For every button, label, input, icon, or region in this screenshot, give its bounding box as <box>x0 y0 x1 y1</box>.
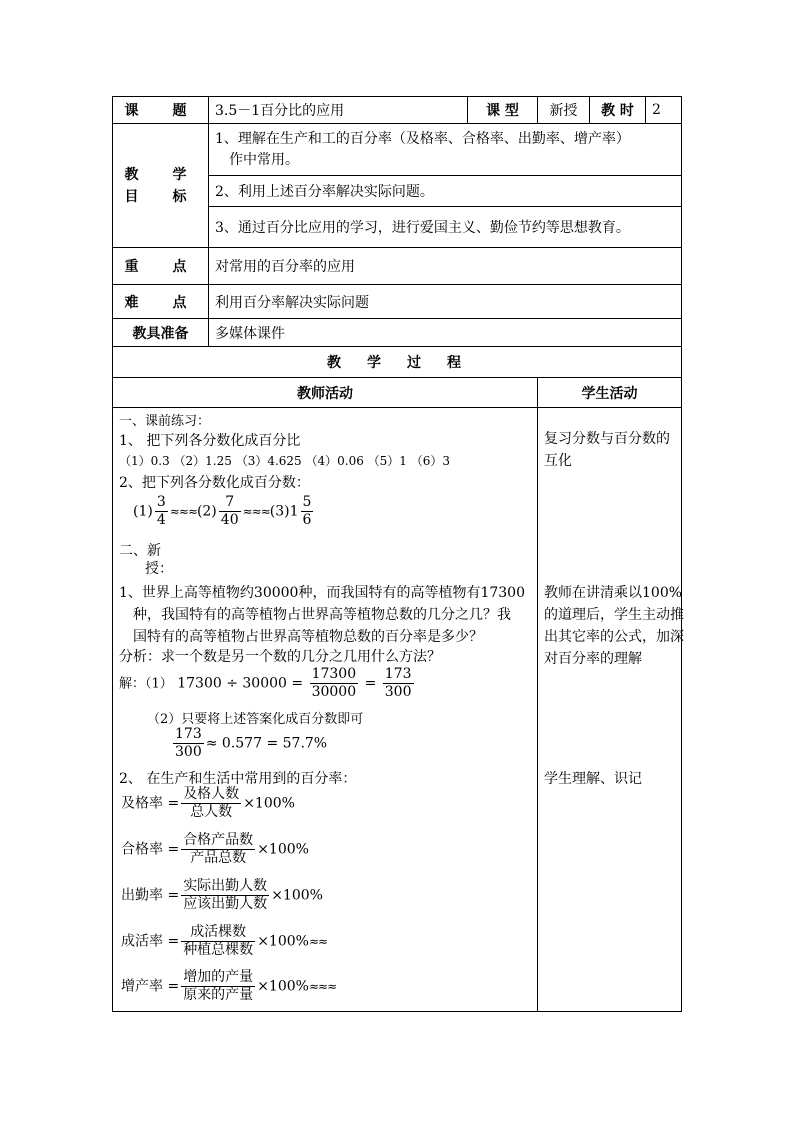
student-note-2-line4: 对百分率的理解 <box>544 651 642 667</box>
goal-1-line2: 作中常用。 <box>229 151 299 168</box>
difficulty-label: 难 点 <box>113 285 209 319</box>
hours-label: 教 时 <box>590 97 646 124</box>
rate-formula-attendance <box>121 878 323 913</box>
solution-den-1: 30000 <box>311 684 357 700</box>
rate-den: 产品总数 <box>190 850 247 866</box>
teacher-activity <box>119 408 531 1011</box>
rate-num: 及格人数 <box>183 786 240 802</box>
fraction-1-den: 4 <box>156 512 166 528</box>
goals-label <box>113 124 209 248</box>
rate-formula-pass <box>121 786 295 821</box>
fraction-3-num: 5 <box>302 494 312 510</box>
student-note-2-line3: 出其它率的公式，加深 <box>544 629 684 645</box>
wave-mark: ≈≈≈ <box>242 504 270 519</box>
goal-1 <box>209 124 682 176</box>
teacher-activity-cell <box>113 408 538 1012</box>
lesson-plan <box>112 96 684 1012</box>
wave-mark: ≈≈≈ <box>308 979 337 994</box>
topic-value: 3.5－1百分比的应用 <box>209 97 468 124</box>
student-note-3: 学生理解、识记 <box>544 771 642 787</box>
rate-name: 增产率 = <box>121 978 180 995</box>
student-note-1-line1: 复习分数与百分数的 <box>544 431 670 447</box>
question-1-items: （1）0.3 （2）1.25 （3）4.625 （4）0.06 （5）1 （6）3 <box>119 454 451 468</box>
rate-tail: ×100% <box>271 887 323 904</box>
goals-label-line2: 目 标 <box>124 188 197 205</box>
lesson-plan-table <box>112 96 682 1012</box>
rate-num: 增加的产量 <box>183 969 254 985</box>
fraction-3-prefix: (3)1 <box>269 503 299 520</box>
hours-value: 2 <box>646 97 682 124</box>
rate-den: 原来的产量 <box>183 987 254 1003</box>
rate-den: 总人数 <box>190 804 233 820</box>
rate-den: 应该出勤人数 <box>183 896 268 912</box>
student-activity-cell <box>538 408 682 1012</box>
fraction-3-den: 6 <box>302 512 312 528</box>
rate-formula-qualified <box>121 832 309 867</box>
question-1: 1、 把下列各分数化成百分比 <box>119 433 301 449</box>
pre-exercise-heading: 一、课前练习： <box>119 414 211 429</box>
problem-1-line1: 1、世界上高等植物约30000种，而我国特有的高等植物有17300 <box>119 585 525 601</box>
rate-formula-growth <box>121 969 336 1004</box>
rate-name: 出勤率 = <box>121 887 180 904</box>
rate-fraction <box>181 786 241 821</box>
new-lesson-heading-2: 授： <box>145 561 173 577</box>
goals-label-line1: 教 学 <box>124 166 197 183</box>
approx-den: 300 <box>175 744 202 760</box>
rate-tail: ×100% <box>257 933 309 950</box>
rate-fraction <box>181 924 255 959</box>
rate-formula-survival <box>121 924 327 959</box>
rate-name: 合格率 = <box>121 841 180 858</box>
type-value: 新授 <box>538 97 590 124</box>
solution-num-1: 17300 <box>311 666 357 682</box>
rate-den: 种植总棵数 <box>183 942 254 958</box>
rate-num: 合格产品数 <box>183 832 254 848</box>
fraction-2 <box>219 494 241 529</box>
problem-2: 2、 在生产和生活中常用到的百分率： <box>119 771 357 787</box>
solution-label: 解：（1） <box>119 676 173 692</box>
rate-fraction <box>181 832 255 867</box>
solution-division: 17300 ÷ 30000 = <box>177 675 304 692</box>
teacher-activity-header: 教师活动 <box>113 378 538 408</box>
fraction-1 <box>155 494 168 529</box>
solution-fraction-1 <box>310 666 359 701</box>
materials-label: 教具准备 <box>113 319 209 347</box>
analysis: 分析：求一个数是另一个数的几分之几用什么方法？ <box>119 649 441 665</box>
fraction-3 <box>301 494 314 529</box>
goal-3: 3、通过百分比应用的学习，进行爱国主义、勤俭节约等思想教育。 <box>209 207 682 248</box>
rate-num: 成活棵数 <box>181 924 255 942</box>
student-note-2-line2: 的道理后，学生主动推 <box>544 607 684 623</box>
topic-label: 课 题 <box>113 97 209 124</box>
approx-num: 173 <box>175 726 202 742</box>
rate-tail: ×100% <box>257 978 309 995</box>
difficulty-value: 利用百分率解决实际问题 <box>209 285 682 319</box>
rate-name: 及格率 = <box>121 795 180 812</box>
solution-den-2: 300 <box>384 684 412 700</box>
fraction-1-prefix: (1) <box>133 503 153 520</box>
fraction-2-den: 40 <box>220 512 239 528</box>
new-lesson-heading: 二、新 <box>119 543 161 559</box>
goal-1-line1: 1、理解在生产和工的百分率（及格率、合格率、出勤率、增产率） <box>215 130 630 147</box>
approx-result: ≈ 0.577 = 57.7% <box>205 735 328 752</box>
wave-mark: ≈≈ <box>308 934 328 949</box>
fraction-2-num: 7 <box>219 494 241 512</box>
approximation <box>171 726 327 761</box>
solution-fraction-2 <box>383 666 414 701</box>
materials-value: 多媒体课件 <box>209 319 682 347</box>
fraction-2-prefix: (2) <box>196 503 217 520</box>
problem-1-line2: 种，我国特有的高等植物占世界高等植物总数的几分之几？我 <box>133 607 511 623</box>
goal-2: 2、利用上述百分率解决实际问题。 <box>209 176 682 207</box>
process-title: 教 学 过 程 <box>113 347 682 378</box>
rate-fraction <box>181 878 269 913</box>
equals-sign: = <box>364 675 377 692</box>
solution-2: （2）只要将上述答案化成百分数即可 <box>147 712 364 727</box>
solution-num-2: 173 <box>384 666 412 682</box>
type-label: 课 型 <box>468 97 538 124</box>
student-note-2-line1: 教师在讲清乘以100% <box>544 585 683 601</box>
rate-fraction <box>181 969 255 1004</box>
rate-tail: ×100% <box>243 795 295 812</box>
student-activity <box>544 408 684 1011</box>
student-note-1-line2: 互化 <box>544 453 572 469</box>
fraction-1-num: 3 <box>156 494 166 510</box>
key-point-value: 对常用的百分率的应用 <box>209 248 682 285</box>
key-point-label: 重 点 <box>113 248 209 285</box>
rate-name: 成活率 = <box>121 933 180 950</box>
student-activity-header: 学生活动 <box>538 378 682 408</box>
solution-1 <box>119 666 416 701</box>
rate-tail: ×100% <box>257 841 309 858</box>
question-2-fractions <box>133 494 315 529</box>
wave-mark: ≈≈≈ <box>169 504 197 519</box>
rate-num: 实际出勤人数 <box>183 878 268 894</box>
approx-fraction <box>173 726 204 761</box>
question-2: 2、把下列各分数化成百分数： <box>119 475 310 491</box>
problem-1-line3: 国特有的高等植物占世界高等植物总数的百分率是多少？ <box>133 629 483 645</box>
